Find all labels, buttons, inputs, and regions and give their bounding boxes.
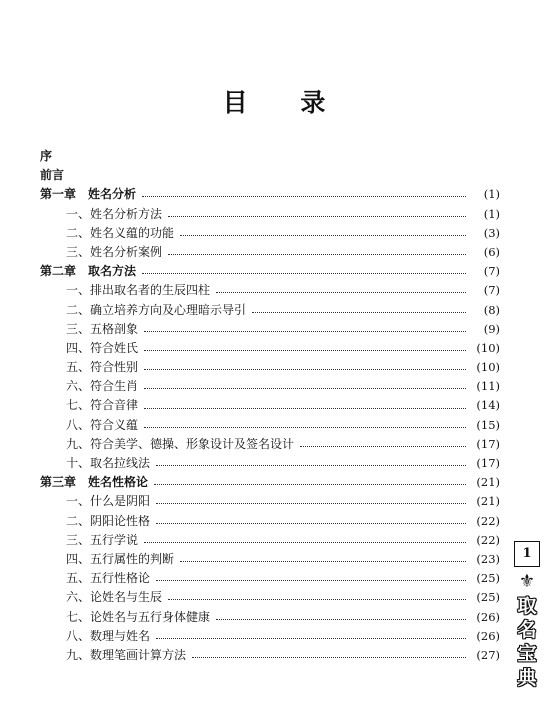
toc-page-number: (25): [476, 571, 500, 586]
toc-entry-label: 七、论姓名与五行身体健康: [66, 609, 211, 624]
table-of-contents: [40, 147, 500, 665]
toc-entry[interactable]: [40, 416, 500, 435]
dot-leader: [144, 369, 466, 370]
dot-leader: [156, 465, 466, 466]
toc-page-number: (26): [476, 609, 500, 624]
dot-leader: [216, 292, 466, 293]
toc-entry-label: 一、排出取名者的生辰四柱: [66, 283, 211, 298]
toc-page-number: (17): [476, 436, 500, 451]
toc-entry[interactable]: [40, 339, 500, 358]
toc-page-number: (1): [483, 206, 500, 221]
toc-page-number: (6): [483, 244, 500, 259]
toc-entry-label: 五、符合性别: [66, 360, 139, 375]
fleur-de-lis-icon: ⚜: [518, 571, 536, 592]
toc-page-number: (27): [476, 647, 500, 662]
toc-page-number: (1): [483, 187, 500, 202]
toc-entry[interactable]: [40, 627, 500, 646]
page-title: 目 录: [222, 88, 348, 117]
dot-leader: [144, 408, 466, 409]
toc-entry-label: 三、五格剖象: [66, 321, 139, 336]
toc-page-number: (25): [476, 590, 500, 605]
dot-leader: [252, 312, 466, 313]
toc-heading[interactable]: [40, 147, 500, 166]
toc-entry-label: 三、姓名分析案例: [66, 244, 163, 259]
toc-entry-label: 八、符合义蕴: [66, 417, 139, 432]
toc-entry-label: 第二章 取名方法: [40, 264, 137, 279]
toc-page-number: (7): [483, 283, 500, 298]
page-number-badge: 1: [514, 541, 540, 567]
toc-entry-label: 九、数理笔画计算方法: [66, 647, 187, 662]
toc-page-number: (7): [483, 264, 500, 279]
toc-entry[interactable]: [40, 550, 500, 569]
dot-leader: [142, 196, 466, 197]
toc-entry[interactable]: [40, 358, 500, 377]
toc-entry-label: 四、符合姓氏: [66, 340, 139, 355]
toc-entry[interactable]: [40, 396, 500, 415]
toc-page-number: (26): [476, 628, 500, 643]
toc-entry-label: 二、确立培养方向及心理暗示导引: [66, 302, 247, 317]
toc-entry-label: 五、五行性格论: [66, 571, 151, 586]
toc-entry-label: 三、五行学说: [66, 532, 139, 547]
toc-page-number: (22): [476, 513, 500, 528]
toc-entry[interactable]: [40, 512, 500, 531]
dot-leader: [142, 273, 466, 274]
toc-entry[interactable]: [40, 531, 500, 550]
toc-entry[interactable]: [40, 569, 500, 588]
toc-entry[interactable]: [40, 608, 500, 627]
toc-chapter[interactable]: [40, 185, 500, 204]
toc-heading[interactable]: [40, 166, 500, 185]
toc-chapter[interactable]: [40, 473, 500, 492]
toc-entry-label: 一、什么是阴阳: [66, 494, 151, 509]
toc-entry[interactable]: [40, 243, 500, 262]
toc-entry-label: 七、符合音律: [66, 398, 139, 413]
toc-page-number: (14): [476, 398, 500, 413]
dot-leader: [180, 561, 466, 562]
dot-leader: [300, 446, 466, 447]
dot-leader: [168, 216, 466, 217]
toc-entry-label: 二、姓名义蕴的功能: [66, 225, 175, 240]
toc-entry-label: 第一章 姓名分析: [40, 187, 137, 202]
toc-chapter[interactable]: [40, 262, 500, 281]
toc-entry[interactable]: [40, 377, 500, 396]
toc-entry[interactable]: [40, 646, 500, 665]
book-brand-vertical: 取 名 宝 典: [517, 595, 537, 689]
toc-page-number: (10): [476, 340, 500, 355]
toc-entry-label: 第三章 姓名性格论: [40, 475, 149, 490]
toc-entry[interactable]: [40, 454, 500, 473]
toc-entry-label: 前言: [40, 168, 65, 183]
toc-entry-label: 四、五行属性的判断: [66, 551, 175, 566]
toc-entry[interactable]: [40, 435, 500, 454]
toc-page-number: (23): [476, 551, 500, 566]
toc-entry-label: 六、论姓名与生辰: [66, 590, 163, 605]
toc-entry[interactable]: [40, 281, 500, 300]
toc-entry[interactable]: [40, 492, 500, 511]
dot-leader: [144, 427, 466, 428]
toc-page-number: (21): [476, 475, 500, 490]
toc-entry-label: 一、姓名分析方法: [66, 206, 163, 221]
toc-page-number: (15): [476, 417, 500, 432]
dot-leader: [168, 254, 466, 255]
toc-entry[interactable]: [40, 224, 500, 243]
dot-leader: [156, 503, 466, 504]
dot-leader: [144, 350, 466, 351]
dot-leader: [144, 331, 466, 332]
dot-leader: [180, 235, 466, 236]
toc-page-number: (8): [483, 302, 500, 317]
dot-leader: [156, 638, 466, 639]
toc-entry[interactable]: [40, 205, 500, 224]
dot-leader: [156, 580, 466, 581]
dot-leader: [216, 619, 466, 620]
toc-entry[interactable]: [40, 301, 500, 320]
toc-entry-label: 六、符合生肖: [66, 379, 139, 394]
toc-page-number: (3): [483, 225, 500, 240]
toc-entry-label: 八、数理与姓名: [66, 628, 151, 643]
dot-leader: [192, 657, 466, 658]
toc-entry-label: 九、符合美学、德操、形象设计及签名设计: [66, 436, 295, 451]
toc-page-number: (9): [483, 321, 500, 336]
dot-leader: [156, 523, 466, 524]
toc-page-number: (21): [476, 494, 500, 509]
toc-entry[interactable]: [40, 320, 500, 339]
toc-entry-label: 二、阴阳论性格: [66, 513, 151, 528]
dot-leader: [144, 542, 466, 543]
dot-leader: [154, 484, 466, 485]
toc-page-number: (11): [476, 379, 500, 394]
toc-page-number: (22): [476, 532, 500, 547]
toc-page-number: (17): [476, 456, 500, 470]
dot-leader: [168, 599, 466, 600]
toc-entry-label: 十、取名拉线法: [66, 456, 151, 470]
toc-page-number: (10): [476, 360, 500, 375]
dot-leader: [144, 388, 466, 389]
toc-entry[interactable]: [40, 588, 500, 607]
toc-entry-label: 序: [40, 149, 53, 163]
